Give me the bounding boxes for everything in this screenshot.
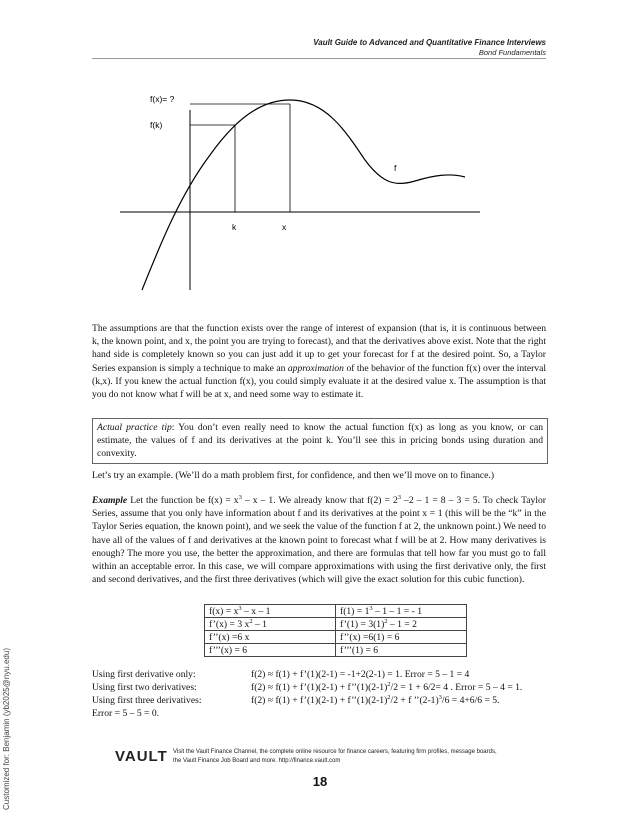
header-rule bbox=[92, 58, 546, 59]
paragraph-assumptions: The assumptions are that the function exists over the range of interest of expansion (that is, it is continuous between k, the known point, and x, the point you are trying to forecast), and that the derivatives above exist. Note that the right hand side is completely known so you can just add it up to get your forecast for f at the desired point. So, a Taylor Series expansion is simply a technique to make an approximation of the behavior of the function f(x) over the interval (k,x). If you knew the actual function f(x), you could simply evaluate it at the desired value x. The assumption is that you do not know what f will be at x, and need some way to estimate it. bbox=[92, 323, 546, 401]
table-row bbox=[205, 605, 467, 618]
fx-label: f(x)= ? bbox=[150, 94, 175, 104]
table-cell: $f(1) = 1^3 - 1 - 1$ = - 1 bbox=[336, 605, 467, 618]
derivatives-table bbox=[204, 604, 467, 657]
table-cell: $f(x) = x^3 - x - 1$ bbox=[205, 605, 336, 618]
approx-two-derivatives: Using first two derivatives: f(2) ≈ f(1) + f’(1)(2-1) + $f’’(1)(2-1)^2/2 = 1 + 6/2= 4$ . Error = 5 – 4 = 1. bbox=[92, 681, 523, 693]
k-label: k bbox=[232, 222, 237, 232]
paragraph-example-intro: Let’s try an example. (We’ll do a math problem first, for confidence, and then we’ll move on to finance.) bbox=[92, 470, 495, 481]
table-row bbox=[205, 618, 467, 631]
practice-tip-box: Actual practice tip: You don’t even really need to know the actual function f(x) as long as you know, or can estimate, the values of f and its derivatives at the point k. You’ll see this in pricing bonds using duration and convexity. bbox=[92, 418, 548, 464]
example-label: Example bbox=[92, 495, 128, 506]
running-header-title: Vault Guide to Advanced and Quantitative Finance Interviews bbox=[313, 38, 546, 47]
table-row bbox=[205, 644, 467, 657]
fk-label: f(k) bbox=[150, 120, 163, 130]
vault-logo: VAULT bbox=[115, 748, 168, 765]
footer-text: Visit the Vault Finance Channel, the complete online resource for finance careers, featuring firm profiles, message boards, the Vault Finance Job Board and more. http://finance.vault.com bbox=[173, 749, 497, 764]
table-cell: f’’’(1) = 6 bbox=[336, 644, 467, 657]
approx-three-derivatives: Using first three derivatives: f(2) ≈ f(1) + f’(1)(2-1) + $f’’(1)(2-1)^2/2 + f$ $’’(2-1)^3/6 = 4+6/6 = 5$. bbox=[92, 694, 500, 706]
f-curve-label: f bbox=[394, 163, 397, 173]
taylor-series-figure bbox=[120, 75, 480, 295]
table-cell: f’(x) = 3 $x^2 - 1$ bbox=[205, 618, 336, 631]
paragraph-example: Example Let the function be $f(x) = x^3 - x - 1$. We already know that $f(2) = 2^3$ –2 – 1 = 8 – 3 = 5. To check Taylor Series, assume that you only have information about f and its derivatives at the point x = 1 (this will be the “k” in the Taylor Series equation, the known point), and we seek the value of the function f at 2, the unknown point.) We need to have all of the values of f and derivatives at the known point to forecast what f will be at 2. How many derivatives is enough? The more you use, the better the approximation, and there are formulas that tell how far you must go to fall within an acceptable error. In this case, we will compare approximations with using the first derivative only, the first and second derivatives, and the first three derivatives (which will give the exact solution for this cubic function). bbox=[92, 494, 546, 586]
page-number: 18 bbox=[312, 774, 328, 789]
table-cell: f’’’(x) = 6 bbox=[205, 644, 336, 657]
customization-sidebar: Customized for: Benjamin (yb2025@nyu.edu) bbox=[2, 648, 11, 810]
approx-first-derivative: Using first derivative only: f(2) ≈ f(1) + f’(1)(2-1) = -1+2(2-1) = 1. Error = 5 – 1 = 4 bbox=[92, 669, 470, 680]
table-cell: f’(1) = $3(1)^2 - 1 = 2$ bbox=[336, 618, 467, 631]
x-label: x bbox=[282, 222, 287, 232]
running-header-section: Bond Fundamentals bbox=[478, 48, 546, 57]
approx-error-line: Error = 5 – 5 = 0. bbox=[92, 708, 160, 719]
practice-tip-label: Actual practice tip bbox=[97, 422, 172, 433]
table-row bbox=[205, 631, 467, 644]
table-cell: f’’(x) =6 x bbox=[205, 631, 336, 644]
table-cell: f’’(x) =6(1) = 6 bbox=[336, 631, 467, 644]
